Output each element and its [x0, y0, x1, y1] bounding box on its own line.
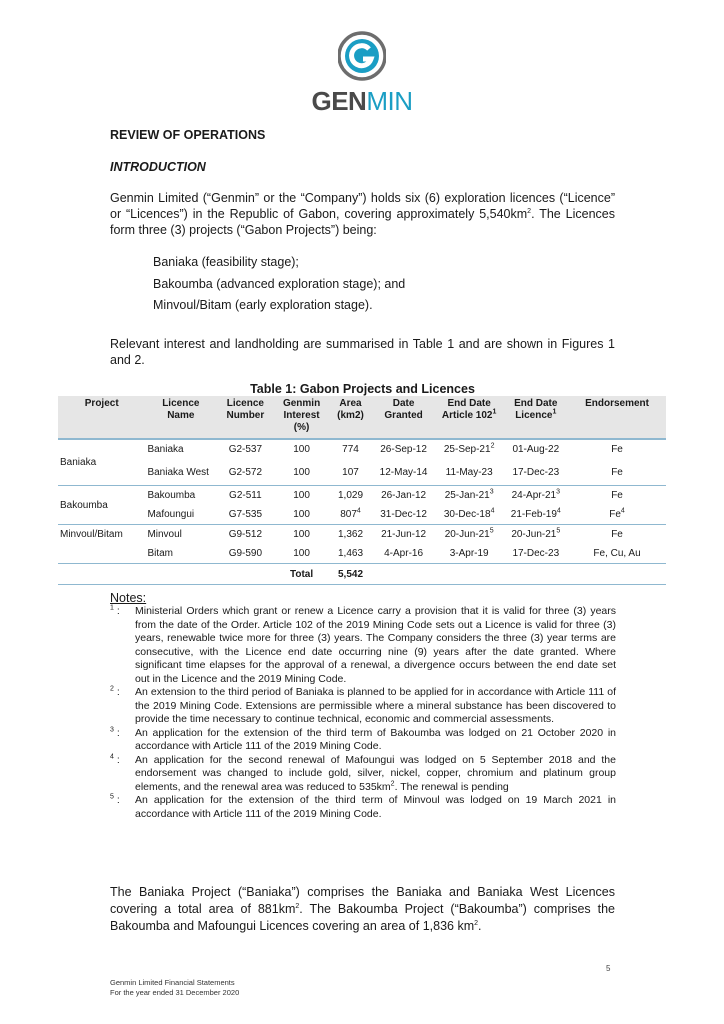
page-number: 5 — [606, 964, 611, 973]
note-item: $^2$ : An extension to the third period of Baniaka is planned to be applied for in accordance with Article 111 of the 2019 Mining Code. Extensions are permissible where a mineral substance has been discovered to provide the time necessary to continue technical, economic and commercial assessments. — [110, 685, 616, 725]
table-row: Baniaka Baniaka G2-537 100 774 26-Sep-12 $25-Sep-21^2$ 01-Aug-22 Fe — [58, 439, 666, 459]
table-row: Bakoumba Bakoumba G2-511 100 1,029 26-Jan-12 $25-Jan-21^3$ $24-Apr-21^3$ Fe — [58, 486, 666, 506]
col-licence-number: Licence Number — [216, 396, 274, 439]
total-label: Total — [275, 564, 329, 585]
col-area: Area (km2) — [329, 396, 373, 439]
col-interest: Genmin Interest (%) — [275, 396, 329, 439]
licences-table — [58, 396, 666, 585]
landholding-paragraph: Relevant interest and landholding are summarised in Table 1 and are shown in Figures 1 and 2. — [110, 337, 615, 367]
page-heading: REVIEW OF OPERATIONS — [110, 128, 266, 142]
note-item: $^1$ : Ministerial Orders which grant or renew a Licence carry a provision that it is valid for three (3) years from the date of the Order. Article 102 of the 2019 Mining Code sets out a Licence is valid for three (3) years, renewable twice more for three (3) years. The Company considers the three (3) year terms are consecutive, with the Licence end date occurring nine (9) years after the date granted. Where significant time elapses for the approval of a renewal, a divergence occurs between the end date set out in the Licence and the 2019 Mining Code. — [110, 604, 616, 685]
note-item: $^3$ : An application for the extension of the third term of Bakoumba was lodged on 21 October 2020 in accordance with Article 111 of the 2019 Mining Code. — [110, 726, 616, 752]
genmin-logo — [300, 30, 424, 120]
col-endorsement: Endorsement — [568, 396, 666, 439]
project-cell: Bakoumba — [58, 486, 145, 525]
table-row: Mafoungui G7-535 100 $807^4$ 31-Dec-12 $30-Dec-18^4$ $21-Feb-19^4$ Fe$^4$ — [147, 507, 625, 520]
table-total-row — [58, 564, 666, 585]
table-row: Minvoul/Bitam Minvoul G9-512 100 1,362 21-Jun-12 $20-Jun-21^5$ $20-Jun-21^5$ Fe — [58, 525, 666, 545]
logo-wordmark: GENMIN — [311, 86, 413, 116]
table-header-row — [58, 396, 666, 439]
project-cell: Baniaka — [60, 457, 97, 468]
notes-title: Notes: — [110, 591, 147, 605]
project-list-item: Baniaka (feasibility stage); — [153, 255, 299, 269]
section-heading: INTRODUCTION — [110, 160, 206, 174]
genmin-emblem-icon — [338, 30, 386, 82]
col-end-licence: End Date Licence$^1$ — [504, 396, 569, 439]
col-end-article: End Date Article $102^1$ — [435, 396, 504, 439]
project-list-item: Minvoul/Bitam (early exploration stage). — [153, 298, 373, 312]
page-footer: Genmin Limited Financial Statements For the year ended 31 December 2020 — [110, 978, 240, 997]
note-item: $^5$ : An application for the extension of the third term of Minvoul was lodged on 19 March 2021 in accordance with Article 111 of the 2019 Mining Code. — [110, 793, 616, 820]
table-row: Baniaka West G2-572 100 107 12-May-14 11-May-23 17-Dec-23 Fe — [147, 466, 623, 478]
table-row: Bitam G9-590 100 1,463 4-Apr-16 3-Apr-19 17-Dec-23 Fe, Cu, Au — [147, 548, 641, 559]
closing-paragraph: The Baniaka Project (“Baniaka”) comprises the Baniaka and Baniaka West Licences covering a total area of $881km^2$. The Bakoumba Project (“Bakoumba”) comprises the Bakoumba and Mafoungui Licences covering an area of 1,836 $km^2$. — [110, 885, 615, 933]
intro-paragraph: Genmin Limited (“Genmin” or the “Company”) holds six (6) exploration licences (“Licence” or “Licences”) in the Republic of Gabon, covering approximately $5,540km^2$. The Licences form three (3) projects (“Gabon Projects”) being: — [110, 191, 615, 237]
col-project: Project — [58, 396, 145, 439]
project-list-item: Bakoumba (advanced exploration stage); and — [153, 277, 406, 291]
note-item: $^4$ : An application for the second renewal of Mafoungui was lodged on 5 September 2018 and the endorsement was changed to include gold, silver, nickel, copper, chromium and platinum group elements, and the renewal area was reduced to $535km^2$. The renewal is pending — [110, 753, 616, 793]
notes-list — [110, 605, 616, 821]
project-cell: Minvoul/Bitam — [58, 525, 145, 545]
table-caption: Table 1: Gabon Projects and Licences — [250, 382, 475, 396]
col-date-granted: Date Granted — [372, 396, 434, 439]
col-licence-name: Licence Name — [145, 396, 216, 439]
total-value: 5,542 — [329, 564, 373, 585]
